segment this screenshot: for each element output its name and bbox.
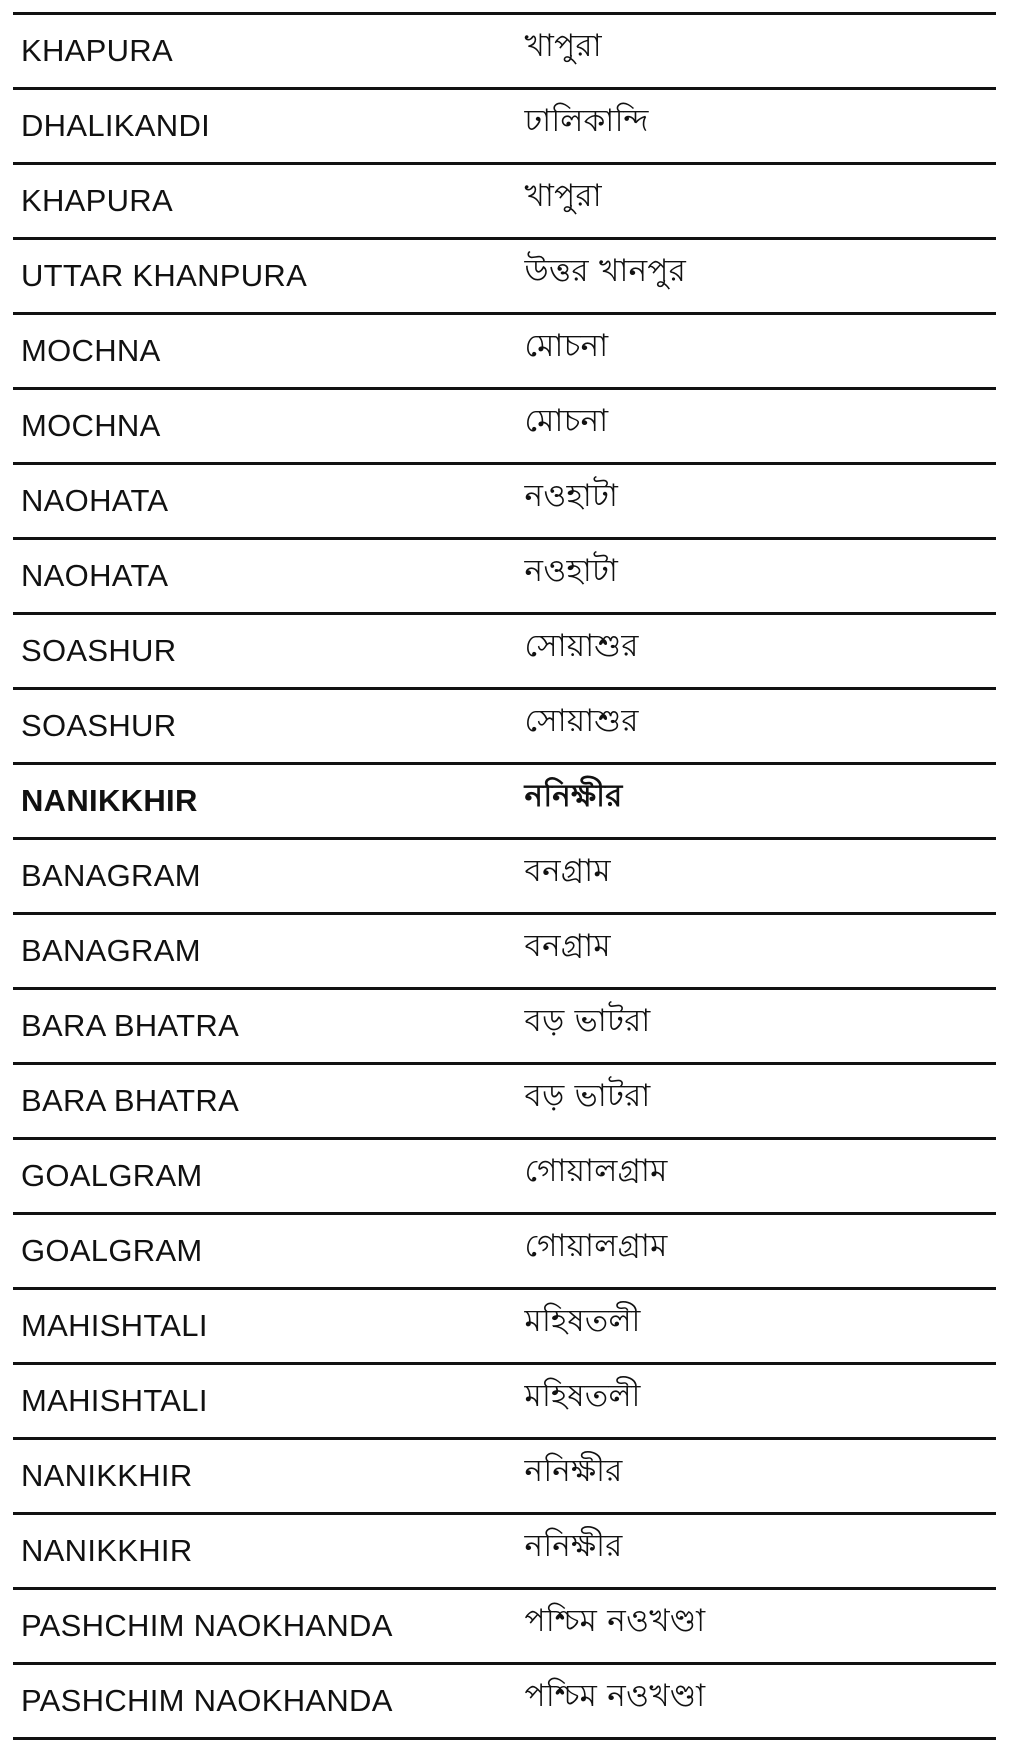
- table-row: [13, 1664, 996, 1739]
- village-table-body: [13, 14, 996, 1739]
- table-row: [13, 539, 996, 614]
- bengali-name-cell: নওহাটা: [518, 464, 996, 539]
- bengali-name-cell: বড় ভাটরা: [518, 1064, 996, 1139]
- english-name-cell: NANIKKHIR: [13, 1439, 518, 1514]
- english-name-cell: KHAPURA: [13, 14, 518, 89]
- english-name-cell: PASHCHIM NAOKHANDA: [13, 1589, 518, 1664]
- bengali-name-cell: উত্তর খানপুর: [518, 239, 996, 314]
- english-name-cell: GOALGRAM: [13, 1214, 518, 1289]
- table-row: [13, 689, 996, 764]
- bengali-name-cell: ঢালিকান্দি: [518, 89, 996, 164]
- english-name-cell: PASHCHIM NAOKHANDA: [13, 1664, 518, 1739]
- table-row: [13, 1214, 996, 1289]
- table-row: [13, 839, 996, 914]
- bengali-name-cell: পশ্চিম নওখণ্ডা: [518, 1589, 996, 1664]
- village-name-table: [13, 12, 996, 1740]
- bengali-name-cell: মোচনা: [518, 314, 996, 389]
- bengali-name-cell: বড় ভাটরা: [518, 989, 996, 1064]
- table-row: [13, 1289, 996, 1364]
- table-row: [13, 389, 996, 464]
- english-name-cell: BANAGRAM: [13, 839, 518, 914]
- english-name-cell: SOASHUR: [13, 689, 518, 764]
- bengali-name-cell: খাপুরা: [518, 164, 996, 239]
- table-row: [13, 14, 996, 89]
- english-name-cell: BARA BHATRA: [13, 1064, 518, 1139]
- bengali-name-cell: মহিষতলী: [518, 1289, 996, 1364]
- bengali-name-cell: ননিক্ষীর: [518, 764, 996, 839]
- english-name-cell: MAHISHTALI: [13, 1289, 518, 1364]
- english-name-cell: MOCHNA: [13, 314, 518, 389]
- table-row: [13, 1364, 996, 1439]
- table-row: [13, 1064, 996, 1139]
- table-row: [13, 914, 996, 989]
- english-name-cell: BARA BHATRA: [13, 989, 518, 1064]
- english-name-cell: GOALGRAM: [13, 1139, 518, 1214]
- table-row: [13, 614, 996, 689]
- english-name-cell: MOCHNA: [13, 389, 518, 464]
- english-name-cell: SOASHUR: [13, 614, 518, 689]
- bengali-name-cell: পশ্চিম নওখণ্ডা: [518, 1664, 996, 1739]
- table-row: [13, 1589, 996, 1664]
- table-row: [13, 314, 996, 389]
- bengali-name-cell: ননিক্ষীর: [518, 1514, 996, 1589]
- english-name-cell: NANIKKHIR: [13, 1514, 518, 1589]
- table-row: [13, 239, 996, 314]
- bengali-name-cell: বনগ্রাম: [518, 914, 996, 989]
- table-row: [13, 1439, 996, 1514]
- bengali-name-cell: বনগ্রাম: [518, 839, 996, 914]
- bengali-name-cell: নওহাটা: [518, 539, 996, 614]
- table-row: [13, 989, 996, 1064]
- table-row: [13, 164, 996, 239]
- english-name-cell: NANIKKHIR: [13, 764, 518, 839]
- english-name-cell: NAOHATA: [13, 464, 518, 539]
- table-row: [13, 764, 996, 839]
- bengali-name-cell: সোয়াশুর: [518, 614, 996, 689]
- bengali-name-cell: সোয়াশুর: [518, 689, 996, 764]
- bengali-name-cell: মহিষতলী: [518, 1364, 996, 1439]
- table-row: [13, 1514, 996, 1589]
- english-name-cell: NAOHATA: [13, 539, 518, 614]
- table-row: [13, 464, 996, 539]
- english-name-cell: MAHISHTALI: [13, 1364, 518, 1439]
- english-name-cell: DHALIKANDI: [13, 89, 518, 164]
- english-name-cell: KHAPURA: [13, 164, 518, 239]
- bengali-name-cell: খাপুরা: [518, 14, 996, 89]
- table-row: [13, 89, 996, 164]
- bengali-name-cell: গোয়ালগ্রাম: [518, 1139, 996, 1214]
- english-name-cell: BANAGRAM: [13, 914, 518, 989]
- bengali-name-cell: মোচনা: [518, 389, 996, 464]
- bengali-name-cell: গোয়ালগ্রাম: [518, 1214, 996, 1289]
- bengali-name-cell: ননিক্ষীর: [518, 1439, 996, 1514]
- table-row: [13, 1139, 996, 1214]
- english-name-cell: UTTAR KHANPURA: [13, 239, 518, 314]
